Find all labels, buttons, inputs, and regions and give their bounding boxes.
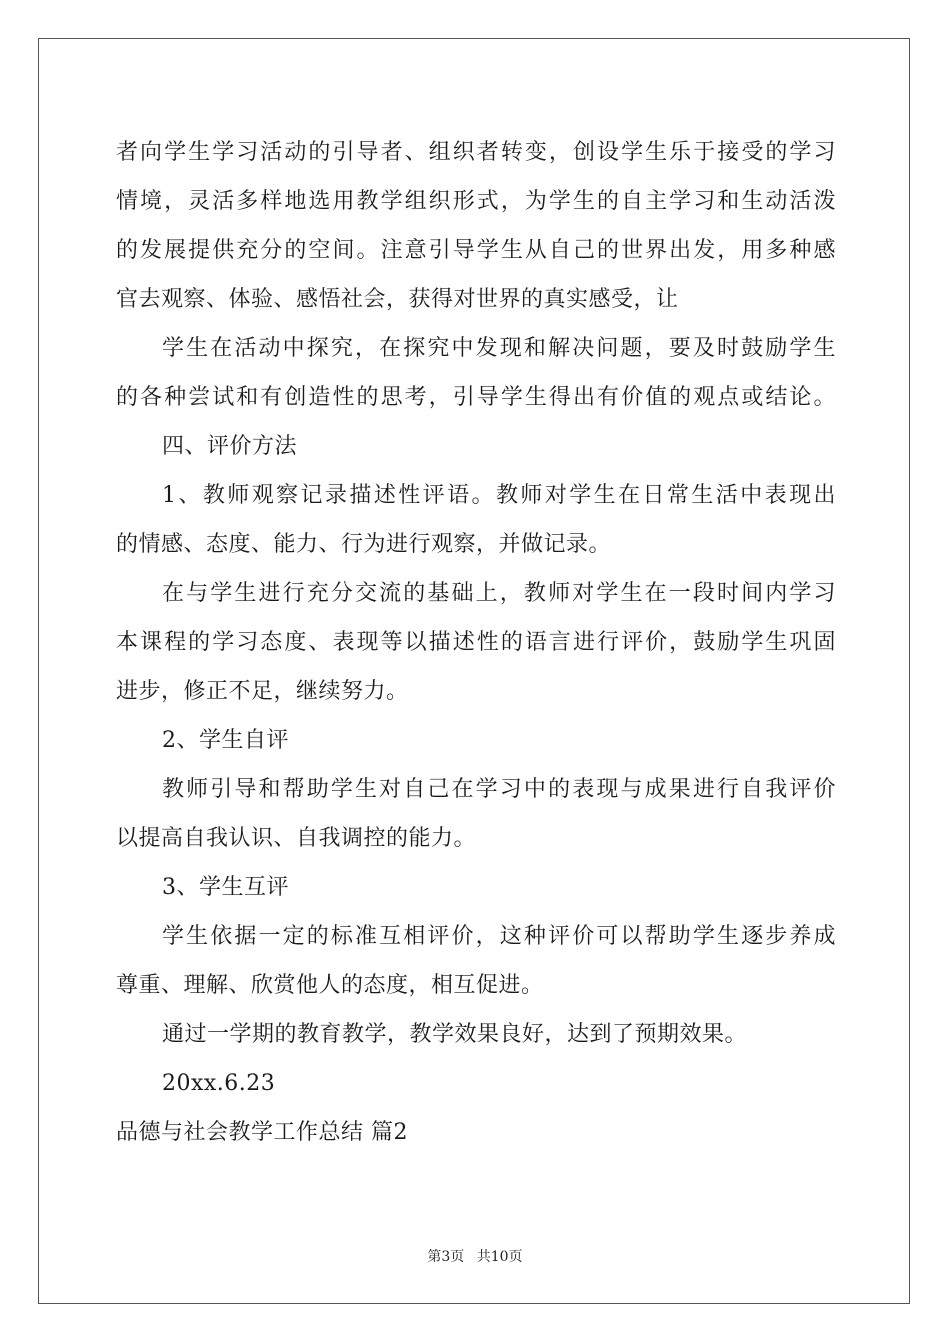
paragraph-line: 情境，灵活多样地选用教学组织形式，为学生的自主学习和生动活泼 <box>116 189 836 214</box>
paragraph-line: 尊重、理解、欣赏他人的态度，相互促进。 <box>116 973 544 998</box>
paragraph-line: 本课程的学习态度、表现等以描述性的语言进行评价，鼓励学生巩固 <box>116 630 836 655</box>
section-heading: 四、评价方法 <box>162 434 298 459</box>
paragraph-line: 学生依据一定的标准互相评价，这种评价可以帮助学生逐步养成 <box>162 924 836 949</box>
paragraph-line: 的情感、态度、能力、行为进行观察，并做记录。 <box>116 532 612 557</box>
paragraph-line: 在与学生进行充分交流的基础上，教师对学生在一段时间内学习 <box>162 581 836 606</box>
paragraph-line: 者向学生学习活动的引导者、组织者转变，创设学生乐于接受的学习 <box>116 140 836 165</box>
subsection-heading: 2、学生自评 <box>162 728 289 753</box>
paragraph-line: 教师引导和帮助学生对自己在学习中的表现与成果进行自我评价 <box>162 777 836 802</box>
paragraph-line: 官去观察、体验、感悟社会，获得对世界的真实感受，让 <box>116 287 679 312</box>
paragraph-line: 以提高自我认识、自我调控的能力。 <box>116 826 477 851</box>
document-body <box>116 128 836 1157</box>
paragraph-line: 的发展提供充分的空间。注意引导学生从自己的世界出发，用多种感 <box>116 238 836 263</box>
paragraph-line: 的各种尝试和有创造性的思考，引导学生得出有价值的观点或结论。 <box>116 385 836 410</box>
paragraph-line: 1、教师观察记录描述性评语。教师对学生在日常生活中表现出 <box>162 483 836 508</box>
paragraph-line: 通过一学期的教育教学，教学效果良好，达到了预期效果。 <box>162 1022 748 1047</box>
subsection-heading: 3、学生互评 <box>162 875 289 900</box>
page-footer <box>0 1248 950 1266</box>
article-title: 品德与社会教学工作总结 篇2 <box>116 1120 408 1145</box>
page-total: 共10页 <box>476 1249 523 1265</box>
date-line: 20xx.6.23 <box>162 1071 276 1096</box>
page-number: 第3页 <box>427 1249 465 1265</box>
paragraph-line: 学生在活动中探究，在探究中发现和解决问题，要及时鼓励学生 <box>162 336 836 361</box>
paragraph-line: 进步，修正不足，继续努力。 <box>116 679 409 704</box>
